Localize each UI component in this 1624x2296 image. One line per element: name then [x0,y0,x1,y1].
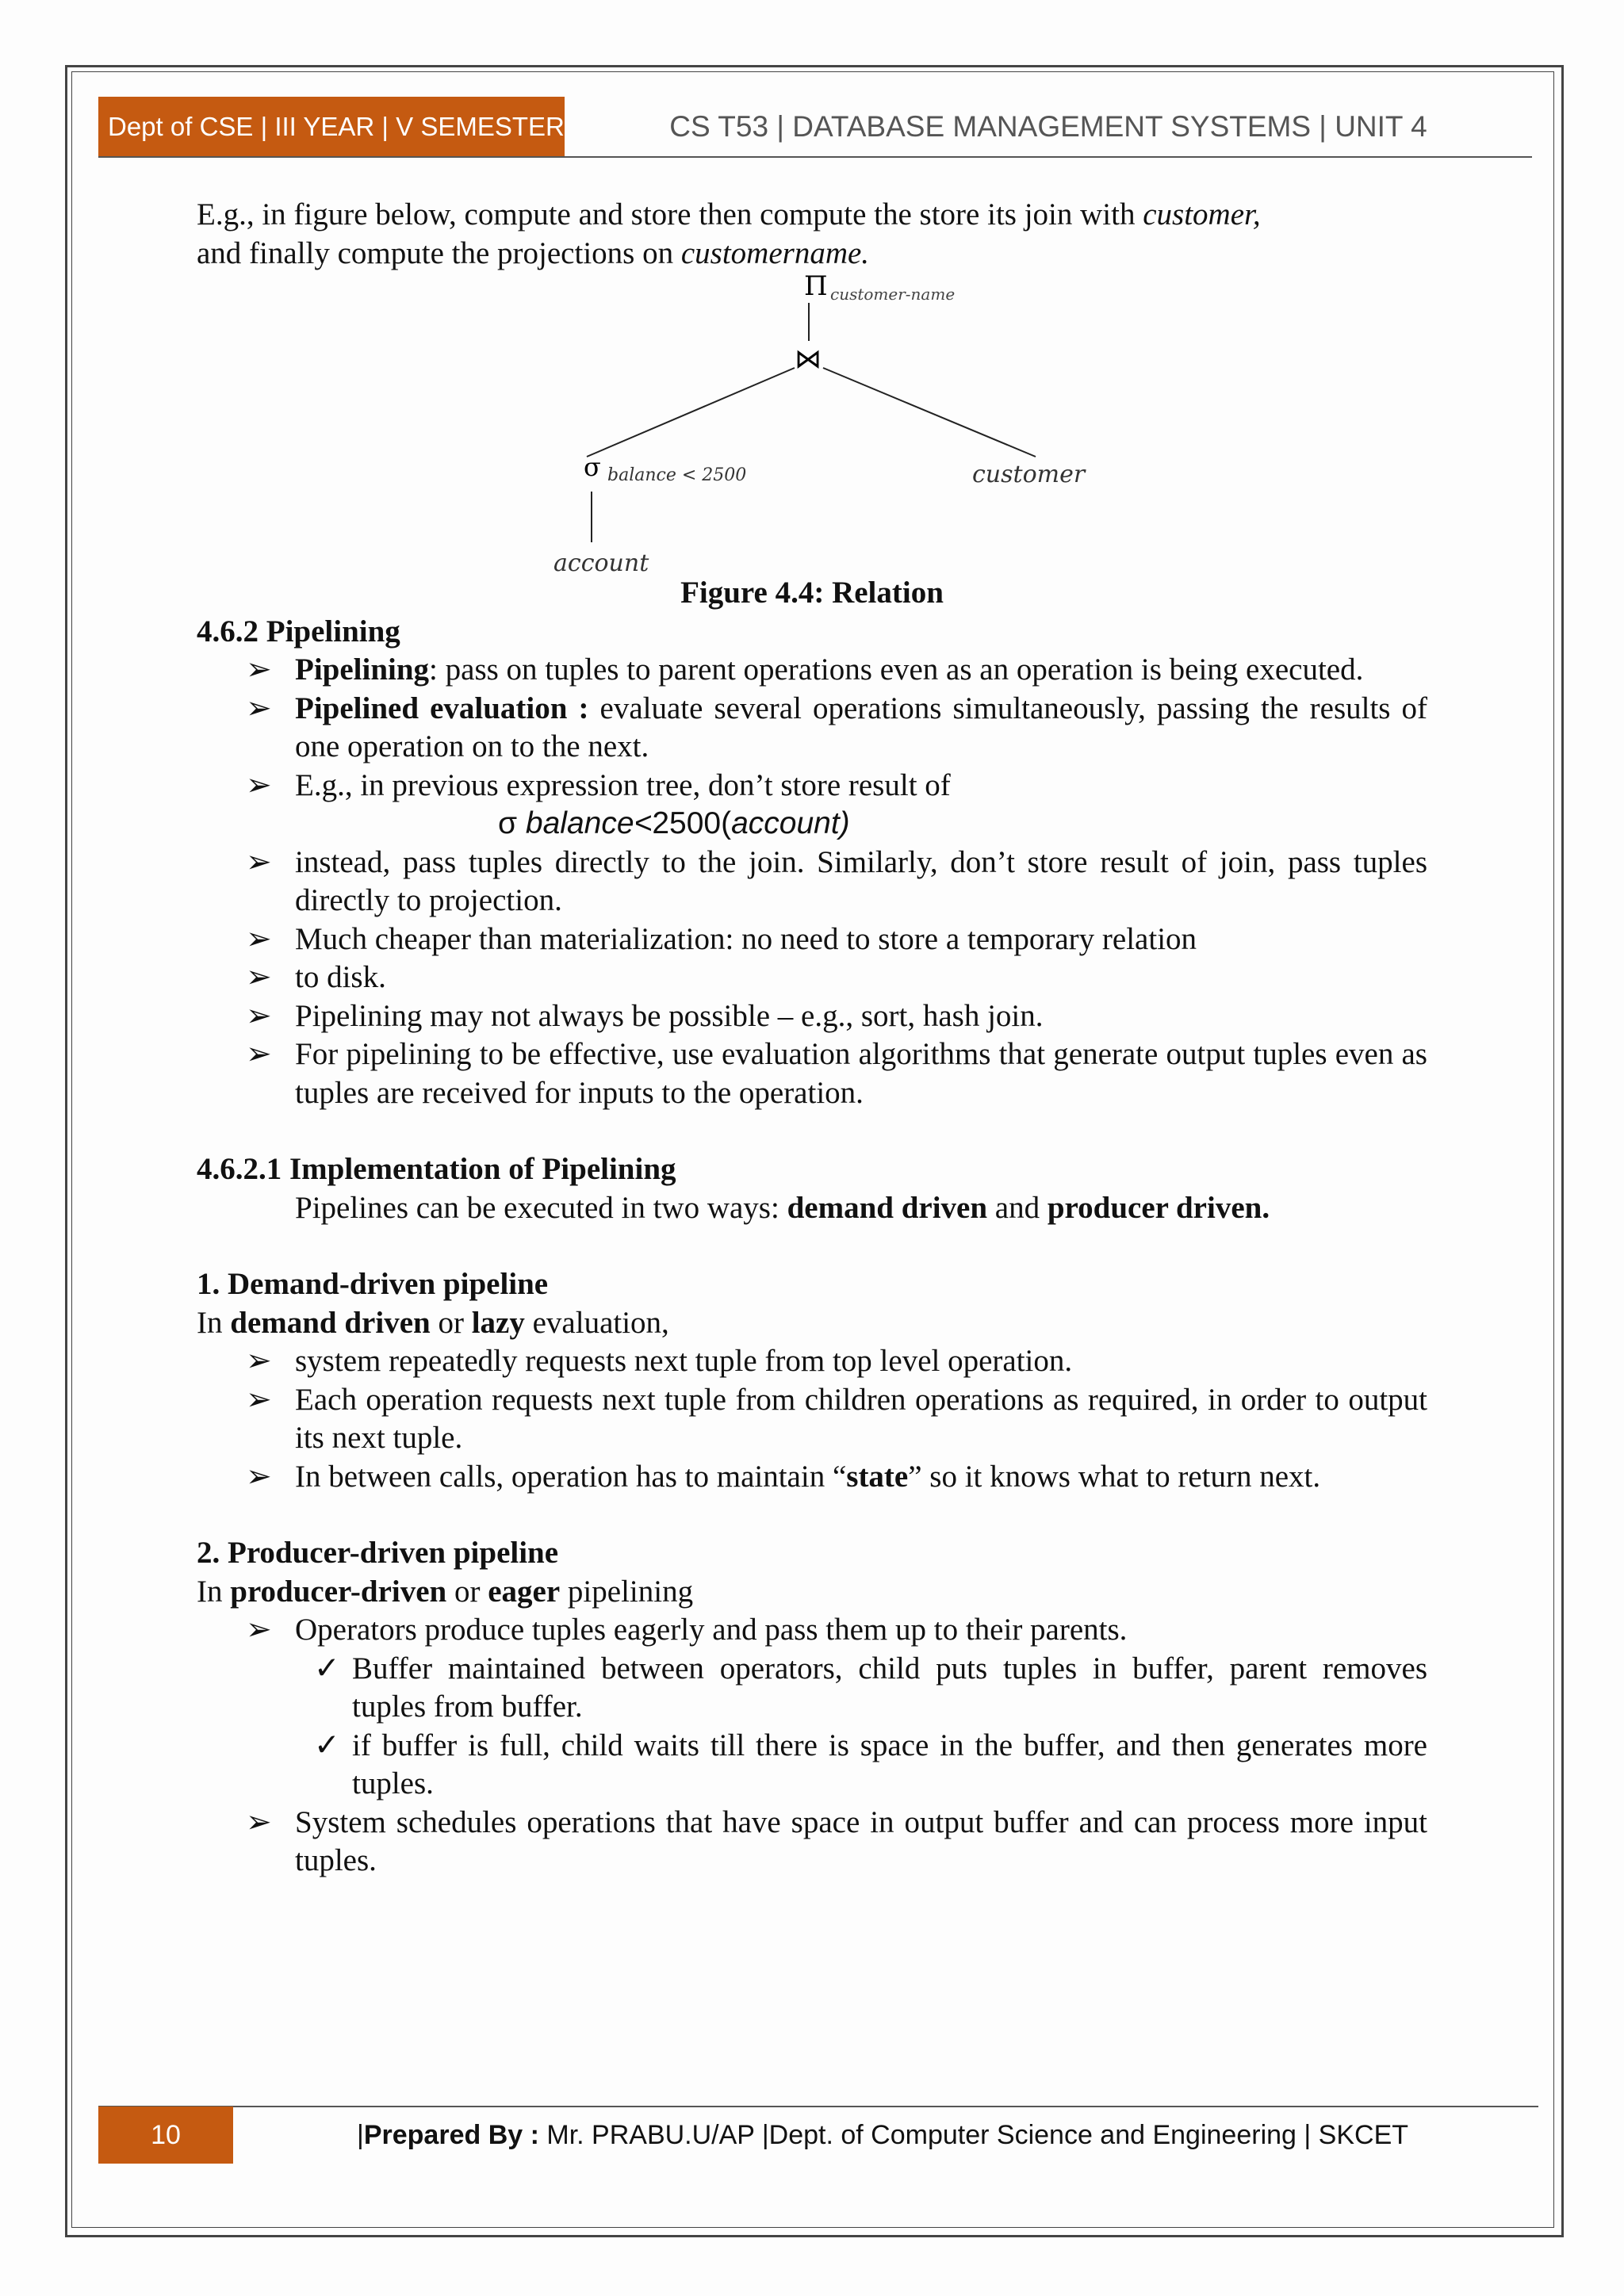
arrow-bullet-icon: ➢ [246,960,272,994]
section-heading-4-6-2-1: 4.6.2.1 Implementation of Pipelining [197,1152,676,1186]
arrow-bullet-icon: ➢ [246,921,272,956]
demand-driven-bullets [197,1342,1427,1496]
page-content [197,0,1427,1881]
header-dept-label: Dept of CSE | III YEAR | V SEMESTER [98,97,565,157]
selection-predicate: balance < 2500 [607,465,747,485]
arrow-bullet-icon: ➢ [246,1613,272,1647]
list-item: ➢ instead, pass tuples directly to the join. Similarly, don’t store result of join, pass tuples directly to projection. [246,844,1427,917]
selection-formula: σ balance<2500(account) [498,806,850,840]
section-heading-4-6-2: 4.6.2 Pipelining [197,614,400,649]
projection-attr: customer-name [830,285,956,304]
list-item: ➢ In between calls, operation has to maintain “state” so it knows what to return next. [295,1458,1427,1497]
list-item: ➢ system repeatedly requests next tuple from top level operation. [295,1342,1427,1381]
expression-tree-svg [197,273,1427,574]
arrow-bullet-icon: ➢ [246,1037,272,1071]
buffer-sub-bullets [295,1650,1427,1804]
expression-tree-figure [197,273,1427,574]
intro-paragraph: E.g., in figure below, compute and store then compute the store its join with customer, and finally compute the projections on customername. [197,197,1261,270]
page-number: 10 [98,2107,233,2164]
list-item: ➢ to disk. [295,959,1427,997]
list-item: ✓ Buffer maintained between operators, child puts tuples in buffer, parent removes tuples from buffer. [314,1650,1427,1724]
header-course-title: CS T53 | DATABASE MANAGEMENT SYSTEMS | UNIT 4 [669,110,1427,143]
pipelining-bullets-continued [197,844,1427,1113]
pipelining-bullets [197,651,1427,805]
customer-leaf: customer [972,461,1086,488]
edge-join-sigma [587,368,795,457]
producer-driven-intro: In producer-driven or eager pipelining [197,1574,694,1609]
arrow-bullet-icon: ➢ [246,1804,272,1839]
arrow-bullet-icon: ➢ [246,691,272,725]
selection-symbol: σ [584,452,601,482]
producer-driven-heading: 2. Producer-driven pipeline [197,1536,559,1570]
arrow-bullet-icon: ➢ [246,1344,272,1378]
footer-credits: |Prepared By : Mr. PRABU.U/AP |Dept. of Computer Science and Engineering | SKCET [357,2120,1409,2150]
arrow-bullet-icon: ➢ [246,998,272,1033]
demand-driven-intro: In demand driven or lazy evaluation, [197,1305,669,1340]
list-item: ➢ System schedules operations that have space in output buffer and can process more input tuples. [246,1804,1427,1877]
list-item: ✓ if buffer is full, child waits till there is space in the buffer, and then generates more tuples. [314,1727,1427,1800]
account-leaf: account [553,549,649,574]
arrow-bullet-icon: ➢ [246,1459,272,1494]
check-bullet-icon: ✓ [314,1727,340,1763]
producer-driven-bullets [197,1611,1427,1881]
list-item: ➢ Pipelining may not always be possible – e.g., sort, hash join. [295,997,1427,1036]
list-item: ➢ Operators produce tuples eagerly and pass them up to their parents. ✓ Buffer maintained between operators, child puts tuples in buffer, parent removes tuples from buffer. ✓ if buffer is full, child waits till there is space in the buffer, and then generates more tuples. [295,1611,1427,1804]
list-item: ➢ For pipelining to be effective, use evaluation algorithms that generate output tuples even as tuples are received for inputs to the operation. [246,1037,1427,1110]
list-item: ➢ Much cheaper than materialization: no need to store a temporary relation [295,920,1427,959]
arrow-bullet-icon: ➢ [246,844,272,879]
implementation-paragraph: Pipelines can be executed in two ways: demand driven and producer driven. [295,1190,1270,1225]
list-item: ➢ Pipelining: pass on tuples to parent operations even as an operation is being executed. [295,651,1427,690]
edge-join-customer [823,368,1036,457]
arrow-bullet-icon: ➢ [246,767,272,802]
list-item: ➢ Pipelined evaluation : evaluate several operations simultaneously, passing the results of one operation on to the next. [246,691,1428,763]
check-bullet-icon: ✓ [314,1650,340,1686]
arrow-bullet-icon: ➢ [246,652,272,687]
list-item: ➢ E.g., in previous expression tree, don’t store result of [295,767,1427,806]
demand-driven-heading: 1. Demand-driven pipeline [197,1267,549,1301]
arrow-bullet-icon: ➢ [246,1382,272,1417]
list-item: ➢ Each operation requests next tuple from children operations as required, in order to output its next tuple. [246,1382,1427,1455]
join-symbol: ⋈ [795,343,822,375]
figure-caption: Figure 4.4: Relation [680,576,944,610]
projection-symbol: Π [804,273,828,302]
